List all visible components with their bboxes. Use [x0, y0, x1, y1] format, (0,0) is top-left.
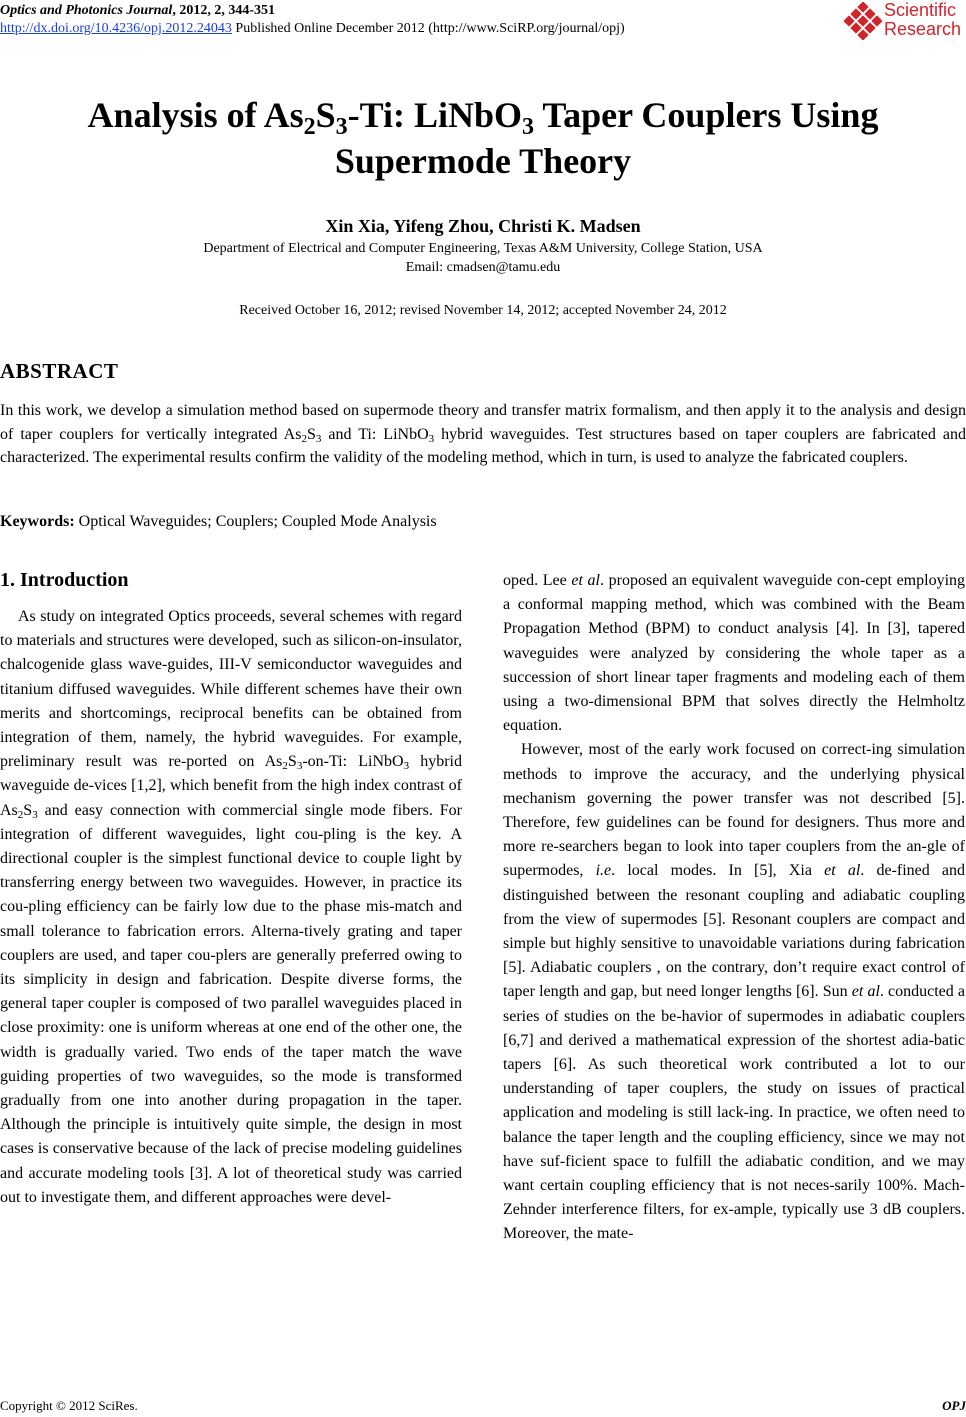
- keywords: [0, 511, 437, 533]
- intro-paragraph-1: As study on integrated Optics proceeds, several schemes with regard to materials and structures were developed, such as silicon-on-insulator, chalcogenide glass wave-guides, III-V semiconductor waveguides and titanium diffused waveguides. While different schemes have their own merits and shortcomings, reciprocal benefits can be obtained from integration of them, namely, the hybrid waveguides. For example, preliminary result was re-ported on $As_2S_3-on-Ti$: LiNbO$_3$ hybrid waveguide de-vices [1,2], which benefit from the high index contrast of $As_2S_3$ and easy connection with commercial single mode fibers. For integration of different waveguides, light cou-pling is the key. A directional coupler is the simplest functional device to couple light by transferring energy between two waveguides. However, in practice its cou-pling efficiency can be fairly low due to the phase mis-match and small tolerance to fabrication errors. Alterna-tively grating and taper couplers are used, and taper cou-plers are generally preferred owing to its simplicity in design and fabrication. Despite diverse forms, the general taper coupler is composed of two parallel waveguides placed in close proximity: one is uniform whereas at one end of the other one, the width is gradually varied. Two ends of the taper match the wave guiding properties of two waveguides, so the mode is transformed gradually from one into another during propagation in the taper. Although the principle is intuitively quite simple, the design in most cases is conservative because of the lack of precise modeling guidelines and accurate modeling tools [3]. A lot of theoretical study was carried out to investigate them, and different approaches were devel-: [0, 608, 462, 1206]
- logo-line-2: Research: [884, 19, 962, 39]
- intro-paragraph-1-cont: oped. Lee et al. proposed an equivalent waveguide con-cept employing a conformal mapping method, which was combined with the Beam Propagation Method (BPM) to conduct analysis [4]. In [3], tapered waveguides were analyzed by considering the whole taper as a succession of short linear taper fragments and modeling each of them using a two-dimensional BPM that solves directly the Helmholtz equation.: [503, 572, 966, 735]
- footer-copyright: Copyright © 2012 SciRes.: [0, 1398, 138, 1413]
- footer-journal-abbr: OPJ: [942, 1398, 966, 1413]
- journal-name: Optics and Photonics Journal: [0, 3, 173, 18]
- title-line-2: Supermode Theory: [334, 141, 632, 181]
- affiliation: Department of Electrical and Computer Engineering, Texas A&M University, College Station, USA: [203, 241, 763, 256]
- publisher-logo: [844, 0, 966, 44]
- logo-line-1: Scientific: [884, 0, 957, 20]
- logo-diamond-icon: [844, 2, 882, 40]
- keywords-value: Optical Waveguides; Couplers; Coupled Mode Analysis: [74, 513, 437, 530]
- paper-title: [0, 92, 966, 184]
- abstract-heading: ABSTRACT: [0, 359, 119, 383]
- journal-volume: , 2012, 2, 344-351: [172, 3, 275, 18]
- journal-citation: [0, 3, 275, 19]
- intro-paragraph-2: However, most of the early work focused on correct-ing simulation methods to improve the accuracy, and the underlying physical mechanism governing the power transfer was not described [5]. Therefore, few guidelines can be found for designers. Thus more and more re-searchers began to look into taper couplers from the an-gle of supermodes, i.e. local modes. In [5], Xia et al. de-fined and distinguished between the resonant coupling and adiabatic coupling from the view of supermodes [5]. Resonant couplers are compact and simple but highly sensitive to unavoidable variations during fabrication [5]. Adiabatic couplers , on the contrary, don’t require exact control of taper length and gap, but need longer lengths [6]. Sun et al. conducted a series of studies on the be-havior of supermodes in adiabatic couplers [6,7] and derived a mathematical expression of the shortest adia-batic tapers [6]. As such theoretical work contributed a lot to our understanding of taper couplers, the study on issues of practical application and modeling is still lack-ing. In practice, we often need to balance the taper length and the coupling efficiency, since we may not have suf-ficient space to fulfill the adiabatic condition, and we may want certain coupling efficiency that is not neces-sarily 100%. Mach-Zehnder interference filters, for ex-ample, typically use 3 dB couplers. Moreover, the mate-: [503, 741, 966, 1243]
- doi-line: [0, 21, 625, 37]
- received-dates: Received October 16, 2012; revised November 14, 2012; accepted November 24, 2012: [239, 303, 727, 318]
- title-line-1: Analysis of $As_2S_3-Ti$: LiNbO$_3$ Taper Couplers Using: [87, 95, 879, 140]
- doi-link[interactable]: http://dx.doi.org/10.4236/opj.2012.24043: [0, 21, 232, 36]
- section-heading-introduction: 1. Introduction: [0, 569, 129, 591]
- authors: Xin Xia, Yifeng Zhou, Christi K. Madsen: [325, 216, 641, 236]
- email: Email: cmadsen@tamu.edu: [405, 260, 561, 275]
- logo-text: [884, 1, 961, 39]
- left-column: [0, 605, 462, 1210]
- keywords-label: Keywords:: [0, 513, 75, 530]
- abstract-text: In this work, we develop a simulation method based on supermode theory and transfer matrix formalism, and then apply it to the analysis and design of taper couplers for vertically integrated $As_2S_3$ and Ti: LiNbO$_3$ hybrid waveguides. Test structures based on taper couplers are fabricated and characterized. The experimental results confirm the validity of the modeling method, which in turn, is used to analyze the fabricated couplers.: [0, 402, 966, 466]
- right-column: [503, 569, 965, 1247]
- publication-info: Published Online December 2012 (http://www.SciRP.org/journal/opj): [231, 21, 625, 36]
